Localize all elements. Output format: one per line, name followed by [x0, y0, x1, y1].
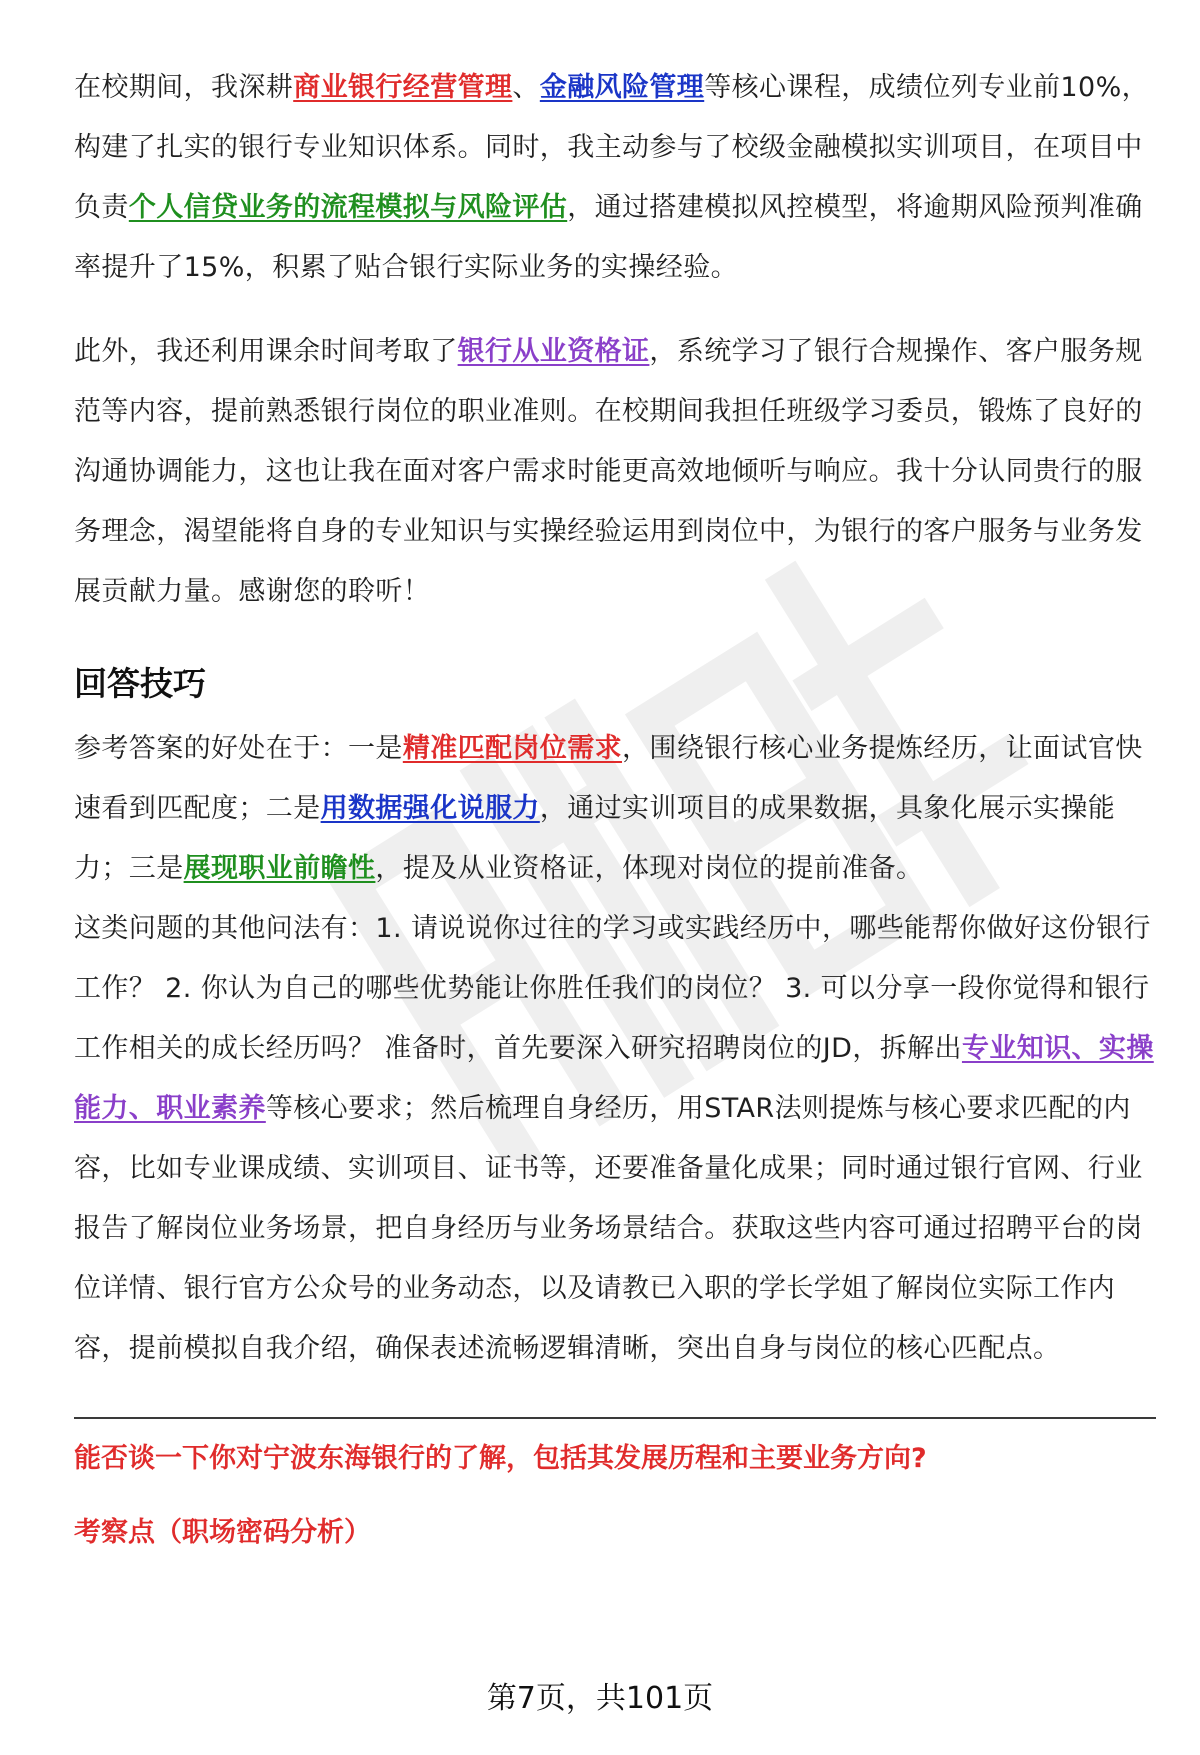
highlight-data-persuasion: 用数据强化说服力	[320, 793, 540, 824]
highlight-financial-risk-management: 金融风险管理	[539, 72, 705, 103]
paragraph-answer-2	[74, 322, 1156, 622]
text-segment: ，通过搭建模拟风控模型，将逾期风险预判准确率提升了15%，积累了贴合银行实际业务的实操经验。	[74, 192, 1143, 283]
highlight-core-requirements: 专业知识、实操能力、职业素养	[74, 1033, 1154, 1124]
paragraph-answer-1	[74, 58, 1156, 298]
text-segment: 在校期间，我深耕	[74, 72, 294, 103]
text-segment: ，系统学习了银行合规操作、客户服务规范等内容，提前熟悉银行岗位的职业准则。在校期间我担任班级学习委员，锻炼了良好的沟通协调能力，这也让我在面对客户需求时能更高效地倾听与响应。我十分认同贵行的服务理念，渴望能将自身的专业知识与实操经验运用到岗位中，为银行的客户服务与业务发展贡献力量。感谢您的聆听！	[74, 336, 1143, 607]
next-question-title: 能否谈一下你对宁波东海银行的了解，包括其发展历程和主要业务方向?	[74, 1443, 927, 1474]
paragraph-tips	[74, 719, 1156, 899]
highlight-match-requirements: 精准匹配岗位需求	[402, 733, 623, 764]
text-segment: 等核心课程，成绩位列专业前10%，构建了扎实的银行专业知识体系。同时，我主动参与了校级金融模拟实训项目，在项目中负责	[74, 72, 1150, 223]
text-segment: ，提及从业资格证，体现对岗位的提前准备。	[375, 853, 924, 884]
text-segment: 此外，我还利用课余时间考取了	[74, 336, 458, 367]
text-segment: 这类问题的其他问法有：1. 请说说你过往的学习或实践经历中，哪些能帮你做好这份银行工作？ 2. 你认为自己的哪些优势能让你胜任我们的岗位？ 3. 可以分享一段你觉得和银行工作相关的成长经历吗？ 准备时，首先要深入研究招聘岗位的JD，拆解出	[74, 913, 1151, 1064]
page-footer: 第7页，共101页	[486, 1681, 714, 1716]
text-segment: ，通过实训项目的成果数据，具象化展示实操能力；三是	[74, 793, 1116, 884]
text-segment: 等核心要求；然后梳理自身经历，用STAR法则提炼与核心要求匹配的内容，比如专业课成绩、实训项目、证书等，还要准备量化成果；同时通过银行官网、行业报告了解岗位业务场景，把自身经历与业务场景结合。获取这些内容可通过招聘平台的岗位详情、银行官方公众号的业务动态，以及请教已入职的学长学姐了解岗位实际工作内容，提前模拟自我介绍，确保表述流畅逻辑清晰，突出自身与岗位的核心匹配点。	[74, 1093, 1143, 1364]
highlight-career-foresight: 展现职业前瞻性	[183, 853, 376, 884]
paragraph-alternative-questions	[74, 899, 1156, 1379]
section-title: 回答技巧	[74, 664, 206, 703]
highlight-bank-certificate: 银行从业资格证	[457, 336, 650, 367]
document-body	[74, 58, 1156, 1553]
highlight-personal-credit-project: 个人信贷业务的流程模拟与风险评估	[128, 192, 568, 223]
text-segment: ，围绕银行核心业务提炼经历，让面试官快速看到匹配度；二是	[74, 733, 1143, 824]
next-question-label: 考察点（职场密码分析）	[74, 1517, 371, 1548]
highlight-commercial-bank-management: 商业银行经营管理	[293, 72, 513, 103]
text-segment: 、	[512, 72, 540, 103]
text-segment: 参考答案的好处在于：一是	[74, 733, 403, 764]
section-divider	[74, 1417, 1156, 1419]
